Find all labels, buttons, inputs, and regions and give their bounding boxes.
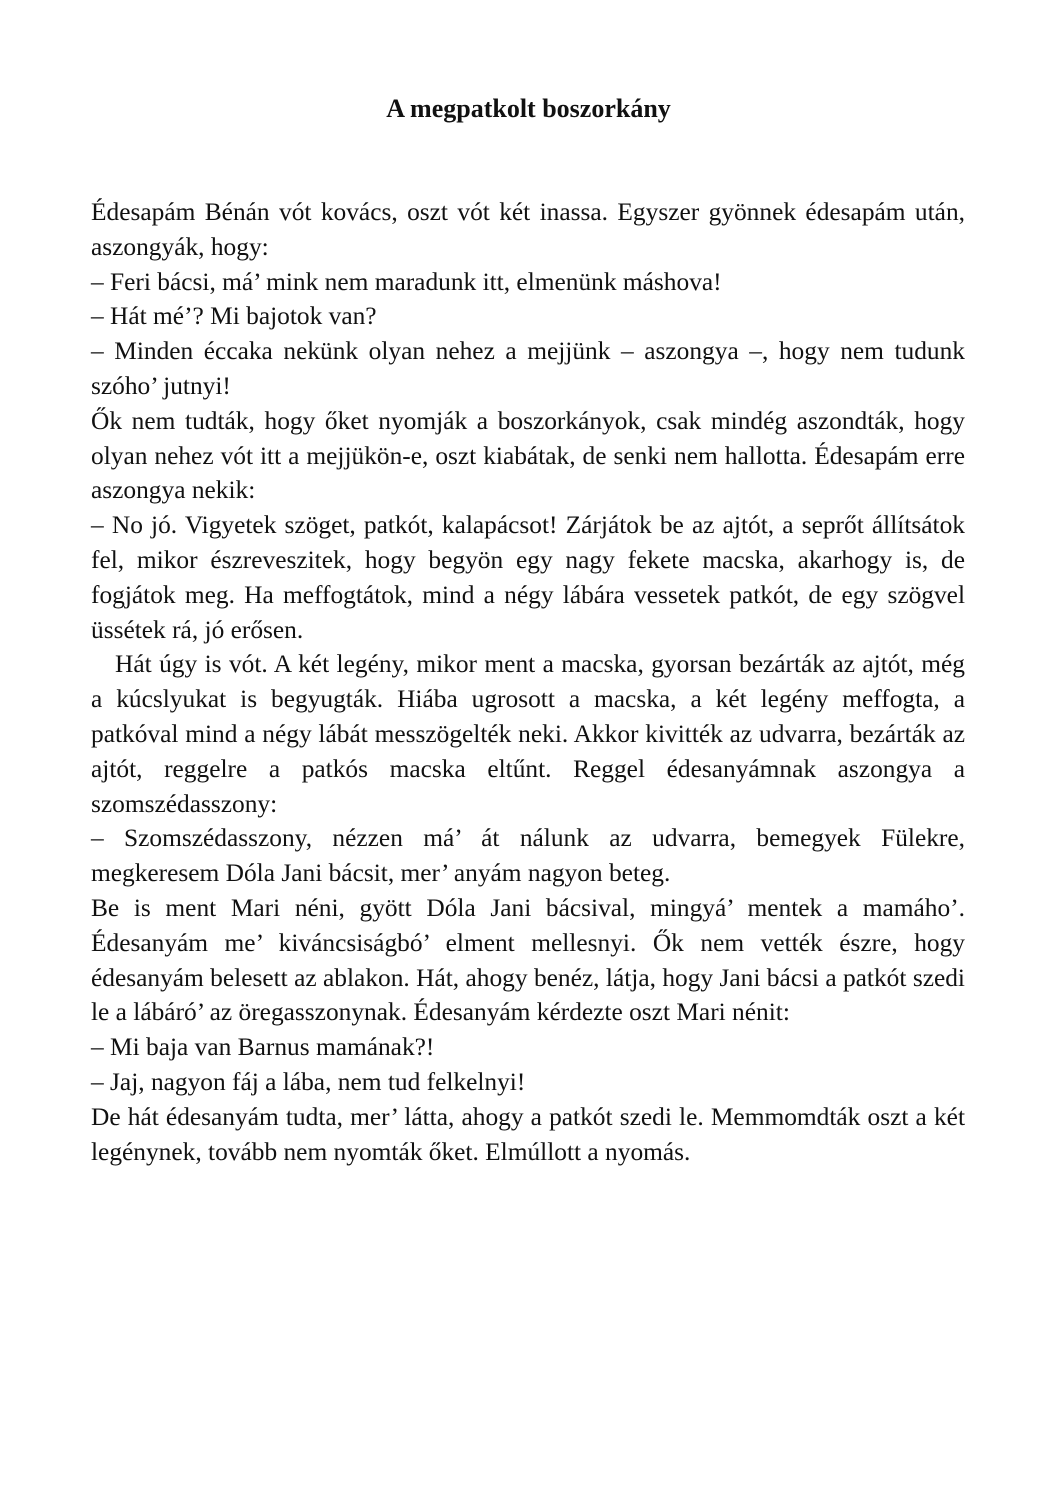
paragraph-10: – Mi baja van Barnus mamának?! [91,1033,435,1062]
paragraph-12: De hát édesanyám tudta, mer’ látta, ahogy a patkót szedi le. Memmomdták oszt a két legénynek, tovább nem nyomták őket. Elmúllott a nyomás. [91,1102,965,1166]
paragraph-2: – Feri bácsi, má’ mink nem maradunk itt, elmenünk máshova! [91,267,722,296]
paragraph-4: – Minden éccaka nekünk olyan nehez a mejjünk – aszongya –, hogy nem tudunk szóho’ jutnyi! [91,337,965,400]
paragraph-5: Ők nem tudták, hogy őket nyomják a boszorkányok, csak mindég aszondták, hogy olyan nehez vót itt a mejjükön-e, oszt kiabátak, de senki nem hallotta. Édesapám erre aszongya nekik: [91,406,965,505]
paragraph-9: Be is ment Mari néni, gyött Dóla Jani bácsival, mingyá’ mentek a mamáho’. Édesanyám me’ kiváncsiságbó’ elment mellesnyi. Ők nem vették észre, hogy édesanyám belesett az ablakon. Hát, ahogy benéz, látja, hogy Jani bácsi a patkót szedi le a lábáró’ az öregasszonynak. Édesanyám kérdezte oszt Mari nénit: [91,893,965,1027]
paragraph-6: – No jó. Vigyetek szöget, patkót, kalapácsot! Zárjátok be az ajtót, a seprőt állítsátok fel, mikor észreveszitek, hogy begyön egy nagy fekete macska, akarhogy is, de fogjátok meg. Ha meffogtátok, mind a négy lábára vessetek patkót, de egy szögvel üssétek rá, jó erősen. [91,511,965,644]
paragraph-1: Édesapám Bénán vót kovács, oszt vót két inassa. Egyszer gyönnek édesapám után, aszongyák, hogy: [91,198,965,261]
document-body [91,195,965,1169]
paragraph-11: – Jaj, nagyon fáj a lába, nem tud felkelnyi! [91,1067,526,1096]
paragraph-3: – Hát mé’? Mi bajotok van? [91,302,377,331]
paragraph-8: – Szomszédasszony, nézzen má’ át nálunk az udvarra, bemegyek Fülekre, megkeresem Dóla Jani bácsit, mer’ anyám nagyon beteg. [91,824,965,888]
document-title: A megpatkolt boszorkány [386,94,671,123]
paragraph-7: Hát úgy is vót. A két legény, mikor ment a macska, gyorsan bezárták az ajtót, még a kúcslyukat is begyugták. Hiába ugrosott a macska, a két legény meffogta, a patkóval mind a négy lábát messzögelték neki. Akkor kivitték az udvarra, bezárták az ajtót, reggelre a patkós macska eltűnt. Reggel édesanyámnak aszongya a szomszédasszony: [91,650,965,818]
